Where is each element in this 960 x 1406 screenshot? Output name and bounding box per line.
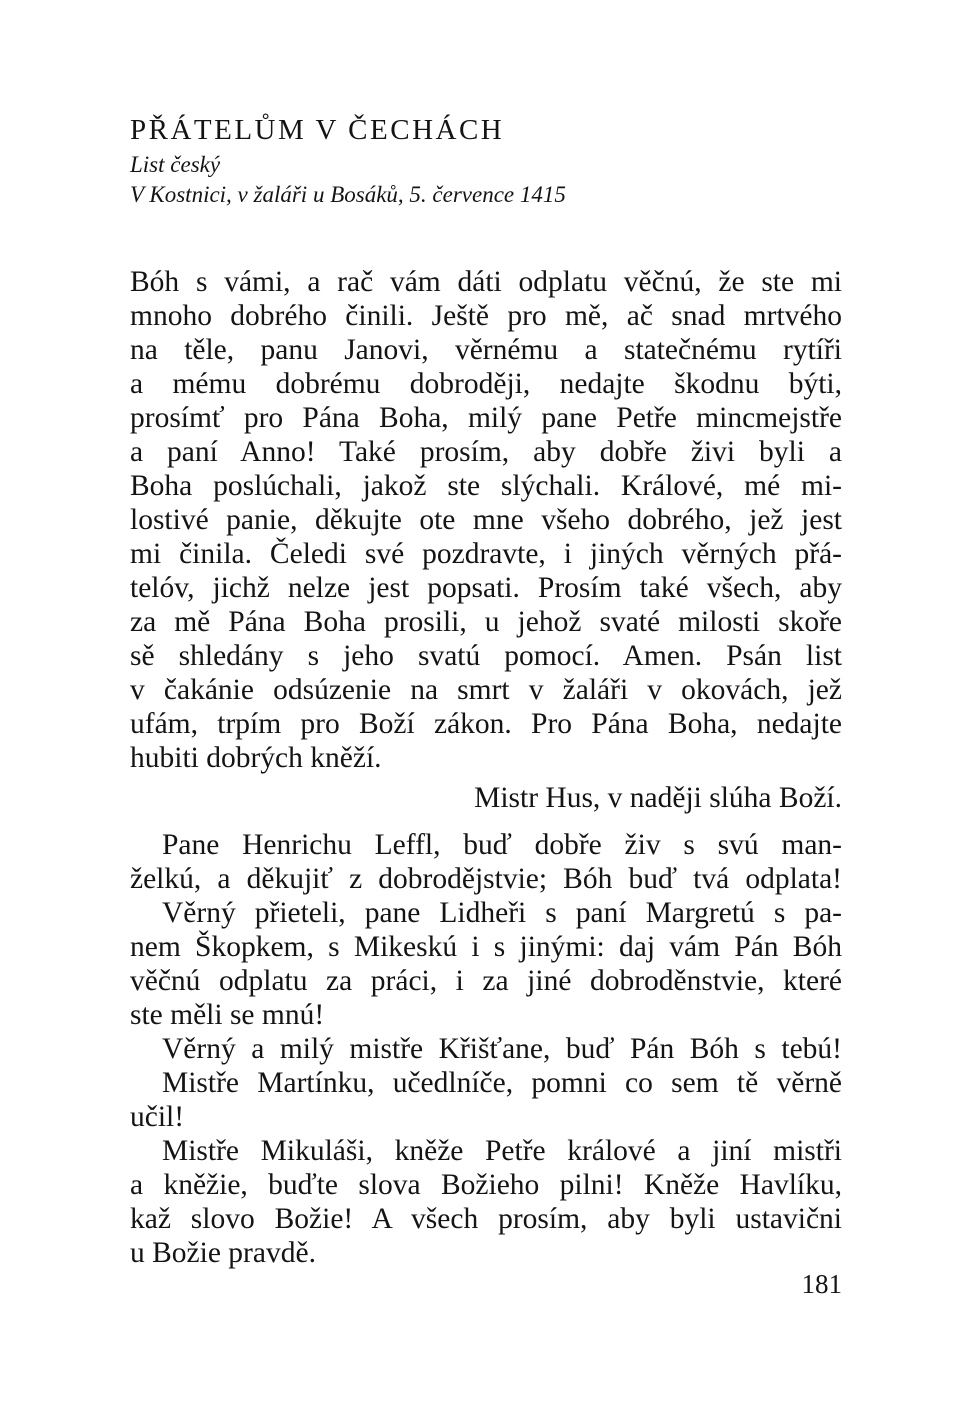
letter-line: a mému dobrému dobroději, nedajte škodnu býti,: [130, 368, 842, 400]
postscript-line: Věrný přieteli, pane Lidheři s paní Margretú s pa-: [162, 897, 842, 929]
letter-line: ufám, trpím pro Boží zákon. Pro Pána Boha, nedajte: [130, 708, 842, 740]
postscript-line: nem Škopkem, s Mikeskú i s jinými: daj vám Pán Bóh: [130, 931, 842, 963]
letter-line: telóv, jichž nelze jest popsati. Prosím také všech, aby: [130, 572, 842, 604]
postscript-line: ste měli se mnú!: [130, 999, 325, 1031]
letter-line: mi činila. Čeledi své pozdravte, i jiných věrných přá-: [130, 538, 842, 570]
page-number: 181: [801, 1269, 842, 1299]
postscript-line: Mistře Mikuláši, kněže Petře králové a jiní mistři: [162, 1135, 842, 1167]
letter-line: a paní Anno! Také prosím, aby dobře živi byli a: [130, 436, 842, 468]
letter-subtitle: List český: [130, 152, 221, 177]
postscript-line: u Božie pravdě.: [130, 1237, 316, 1269]
letter-dateline: V Kostnici, v žaláři u Bosáků, 5. července 1415: [130, 182, 566, 207]
postscript-line: a kněžie, buďte slova Božieho pilni! Kněže Havlíku,: [130, 1169, 842, 1201]
book-page: [130, 0, 842, 1406]
letter-line: na těle, panu Janovi, věrnému a statečnému rytíři: [130, 334, 842, 366]
chapter-title: PŘÁTELŮM V ČECHÁCH: [130, 114, 505, 146]
postscript-line: Věrný a milý mistře Křišťane, buď Pán Bóh s tebú!: [162, 1033, 842, 1065]
letter-line: za mě Pána Boha prosili, u jehož svaté milosti skoře: [130, 606, 842, 638]
letter-line: Boha poslúchali, jakož ste slýchali. Králové, mé mi-: [130, 470, 842, 502]
letter-line: hubiti dobrých kněží.: [130, 742, 382, 774]
signature: Mistr Hus, v naději slúha Boží.: [474, 782, 842, 814]
postscript-line: věčnú odplatu za práci, i za jiné dobroděnstvie, které: [130, 965, 842, 997]
letter-line: lostivé panie, děkujte ote mne všeho dobrého, jež jest: [130, 504, 842, 536]
postscript-line: želkú, a děkujiť z dobrodějstvie; Bóh buď tvá odplata!: [130, 863, 842, 895]
letter-line: Bóh s vámi, a rač vám dáti odplatu věčnú, že ste mi: [130, 266, 842, 298]
postscript-line: učil!: [130, 1101, 185, 1133]
postscript-line: Mistře Martínku, učedlníče, pomni co sem tě věrně: [162, 1067, 842, 1099]
letter-line: mnoho dobrého činili. Ještě pro mě, ač snad mrtvého: [130, 300, 842, 332]
postscript-line: Pane Henrichu Leffl, buď dobře živ s svú man-: [162, 829, 842, 861]
postscript-line: kaž slovo Božie! A všech prosím, aby byli ustavični: [130, 1203, 842, 1235]
letter-line: sě shledány s jeho svatú pomocí. Amen. Psán list: [130, 640, 842, 672]
letter-line: v čakánie odsúzenie na smrt v žaláři v okovách, jež: [130, 674, 842, 706]
letter-line: prosímť pro Pána Boha, milý pane Petře mincmejstře: [130, 402, 842, 434]
